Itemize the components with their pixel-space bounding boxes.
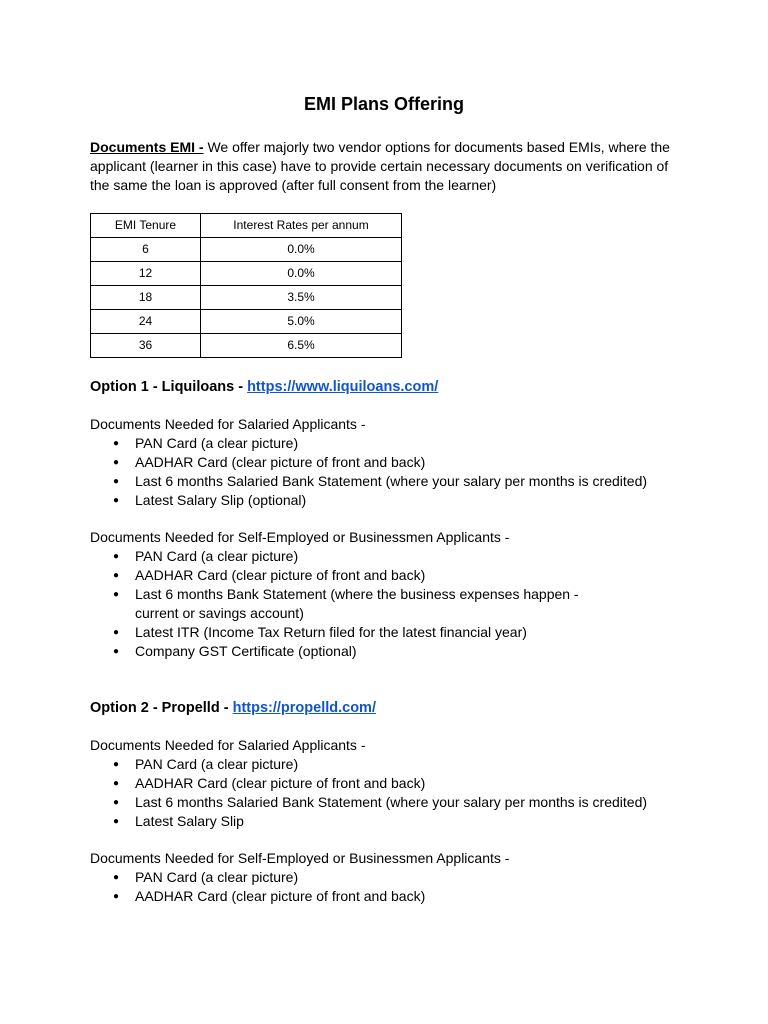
tenure-cell: 12 [91,262,201,286]
propelld-link[interactable]: https://propelld.com/ [232,700,376,716]
intro-paragraph [90,138,690,195]
tenure-cell: 24 [91,310,201,334]
page-title: EMI Plans Offering [303,94,465,114]
rate-cell: 3.5% [201,286,402,310]
list-item-text: PAN Card (a clear picture) [135,435,299,451]
list-item [90,887,690,906]
list-item-text: Company GST Certificate (optional) [135,643,357,659]
list-item [90,453,690,472]
tenure-cell: 36 [91,334,201,358]
self-employed-docs-list [90,547,690,661]
bullet-icon: ● [113,816,120,827]
list-item-text: Latest ITR (Income Tax Return filed for the latest financial year) [135,624,527,640]
list-item [90,585,690,623]
list-item [90,755,690,774]
table-row [91,286,402,310]
bullet-icon: ● [113,627,120,638]
salaried-docs-list [90,755,690,831]
rate-cell: 0.0% [201,238,402,262]
bullet-icon: ● [113,759,120,770]
list-item-text: AADHAR Card (clear picture of front and back) [135,888,426,904]
list-item [90,434,690,453]
intro-lead: Documents EMI - [90,139,204,155]
header-interest-rate: Interest Rates per annum [201,214,402,238]
header-emi-tenure: EMI Tenure [91,214,201,238]
self-employed-heading: Documents Needed for Self-Employed or Businessmen Applicants - [90,850,510,866]
self-employed-heading: Documents Needed for Self-Employed or Businessmen Applicants - [90,529,510,545]
list-item-text: AADHAR Card (clear picture of front and back) [135,454,426,470]
intro-text: We offer majorly two vendor options for documents based EMIs, where the applicant (learner in this case) have to provide certain necessary documents on verification of the same the loan is approved (after full consent from the learner) [90,139,670,193]
list-item-text: AADHAR Card (clear picture of front and back) [135,567,426,583]
bullet-icon: ● [113,646,120,657]
list-item [90,812,690,831]
option-1-salaried-section [90,415,690,510]
list-item [90,793,690,812]
list-item-text: PAN Card (a clear picture) [135,869,299,885]
self-employed-docs-list [90,868,690,906]
bullet-icon: ● [113,778,120,789]
list-item [90,491,690,510]
rate-cell: 6.5% [201,334,402,358]
salaried-docs-list [90,434,690,510]
liquiloans-link[interactable]: https://www.liquiloans.com/ [247,379,439,395]
bullet-icon: ● [113,495,120,506]
rate-cell: 0.0% [201,262,402,286]
list-item [90,472,690,491]
list-item-text: AADHAR Card (clear picture of front and back) [135,775,426,791]
option-2-label: Option 2 - Propelld - [90,700,229,716]
list-item-text: Last 6 months Salaried Bank Statement (where your salary per months is credited) [135,794,648,810]
list-item [90,566,690,585]
tenure-cell: 6 [91,238,201,262]
bullet-icon: ● [113,457,120,468]
list-item [90,547,690,566]
emi-rates-table [90,213,402,358]
bullet-icon: ● [113,891,120,902]
tenure-cell: 18 [91,286,201,310]
list-item [90,868,690,887]
list-item [90,623,690,642]
rate-cell: 5.0% [201,310,402,334]
bullet-icon: ● [113,570,120,581]
table-row [91,310,402,334]
salaried-heading: Documents Needed for Salaried Applicants - [90,737,366,753]
option-1-heading [90,377,438,397]
list-item-text: Latest Salary Slip (optional) [135,492,307,508]
bullet-icon: ● [113,551,120,562]
table-header-row [91,214,402,238]
table-row [91,238,402,262]
list-item [90,642,690,661]
list-item [90,774,690,793]
bullet-icon: ● [113,438,120,449]
option-1-self-employed-section [90,528,690,661]
bullet-icon: ● [113,589,120,600]
bullet-icon: ● [113,872,120,883]
list-item-text: Last 6 months Salaried Bank Statement (where your salary per months is credited) [135,473,648,489]
table-row [91,334,402,358]
list-item-text: Latest Salary Slip [135,813,244,829]
list-item-text: Last 6 months Bank Statement (where the business expenses happen - current or savings account) [135,586,579,621]
option-2-salaried-section [90,736,690,831]
option-1-label: Option 1 - Liquiloans - [90,379,244,395]
bullet-icon: ● [113,476,120,487]
table-row [91,262,402,286]
bullet-icon: ● [113,797,120,808]
list-item-text: PAN Card (a clear picture) [135,756,299,772]
option-2-heading [90,698,376,718]
option-2-self-employed-section [90,849,690,906]
list-item-text: PAN Card (a clear picture) [135,548,299,564]
salaried-heading: Documents Needed for Salaried Applicants - [90,416,366,432]
